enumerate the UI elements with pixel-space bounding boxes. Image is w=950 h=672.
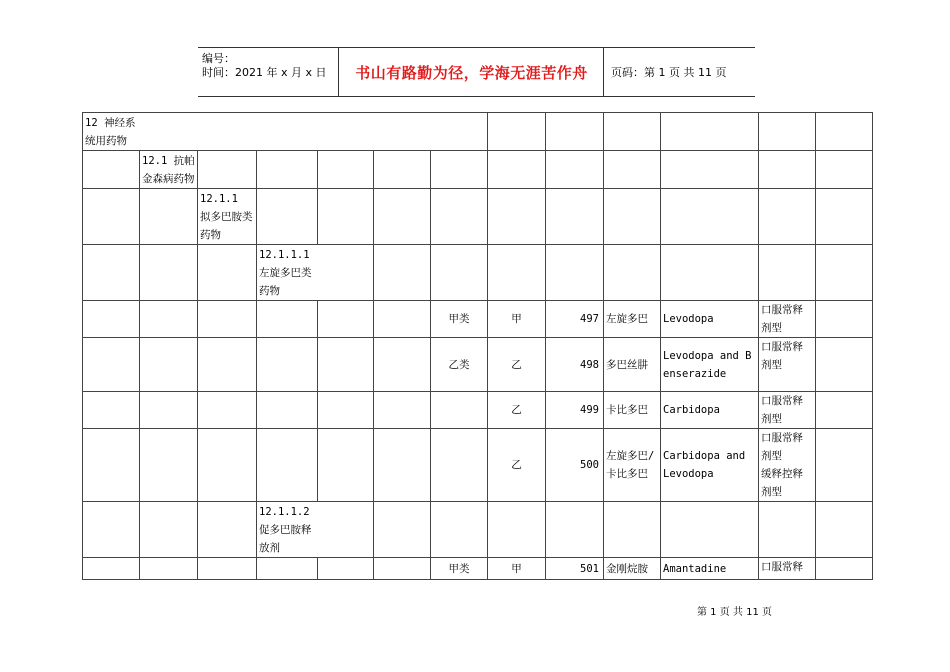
table-cell [318, 189, 374, 245]
table-cell [374, 338, 431, 392]
category-level4-cell [257, 502, 374, 558]
table-cell [257, 338, 318, 392]
table-cell [661, 245, 759, 301]
dosage-form-cell: 口服常释剂型 缓释控释剂型 [759, 429, 816, 502]
table-row [83, 245, 873, 301]
table-cell [140, 338, 198, 392]
table-cell [140, 301, 198, 338]
table-cell [816, 502, 873, 558]
drug-name-cn-cell: 左旋多巴 [604, 301, 661, 338]
header-divider [603, 48, 604, 96]
table-cell [83, 151, 140, 189]
category-level4-label: 12.1.1.1 左旋多巴类药物 [259, 249, 312, 297]
table-cell [816, 189, 873, 245]
table-cell [83, 502, 140, 558]
page-header [198, 47, 755, 97]
table-cell [198, 338, 257, 392]
table-cell [488, 502, 546, 558]
header-meta [202, 52, 327, 80]
table-cell [759, 151, 816, 189]
table-cell [431, 245, 488, 301]
drug-grade-cell: 乙 [488, 338, 546, 392]
table-cell [431, 502, 488, 558]
table-cell [488, 189, 546, 245]
category-level2-cell [140, 151, 198, 189]
table-cell [546, 113, 604, 151]
table-cell [374, 151, 431, 189]
category-level2-label: 12.1 抗帕金森病药物 [142, 155, 195, 185]
table-cell [374, 558, 431, 580]
drug-name-en-cell: Carbidopa [661, 392, 759, 429]
drug-name-en-cell: Levodopa [661, 301, 759, 338]
table-cell [816, 151, 873, 189]
table-cell [374, 245, 431, 301]
drug-name-cn-cell: 左旋多巴/卡比多巴 [604, 429, 661, 502]
drug-grade-cell: 乙 [488, 429, 546, 502]
table-cell [318, 429, 374, 502]
table-cell [318, 392, 374, 429]
table-cell [488, 113, 546, 151]
table-cell [661, 189, 759, 245]
drug-class-cell: 甲类 [431, 558, 488, 580]
table-cell [318, 338, 374, 392]
table-cell [83, 429, 140, 502]
table-cell [431, 189, 488, 245]
drug-number-cell: 499 [546, 392, 604, 429]
table-cell [140, 392, 198, 429]
table-cell [83, 245, 140, 301]
table-cell [604, 502, 661, 558]
drug-name-cn-cell: 金刚烷胺 [604, 558, 661, 580]
drug-class-cell [431, 392, 488, 429]
drug-grade-cell: 甲 [488, 558, 546, 580]
table-cell [488, 151, 546, 189]
category-level3-cell [198, 189, 257, 245]
table-cell [816, 301, 873, 338]
drug-table [82, 112, 873, 580]
table-cell [431, 151, 488, 189]
table-cell [198, 245, 257, 301]
table-cell [198, 151, 257, 189]
category-level4-label: 12.1.1.2 促多巴胺释放剂 [259, 506, 312, 554]
table-cell [816, 558, 873, 580]
drug-class-cell: 乙类 [431, 338, 488, 392]
time-label: 时间：2021 年 x 月 x 日 [202, 66, 327, 79]
table-cell [257, 558, 318, 580]
header-motto: 书山有路勤为径，学海无涯苦作舟 [355, 63, 588, 82]
table-cell [604, 245, 661, 301]
table-cell [83, 558, 140, 580]
table-cell [374, 392, 431, 429]
table-cell [257, 429, 318, 502]
drug-number-cell: 497 [546, 301, 604, 338]
table-cell [546, 151, 604, 189]
drug-name-en-cell: Amantadine [661, 558, 759, 580]
table-cell [140, 558, 198, 580]
table-cell [488, 245, 546, 301]
table-row [83, 189, 873, 245]
drug-class-cell: 甲类 [431, 301, 488, 338]
table-cell [198, 558, 257, 580]
table-row [83, 502, 873, 558]
number-label: 编号： [202, 52, 235, 65]
drug-number-cell: 500 [546, 429, 604, 502]
table-cell [198, 502, 257, 558]
table-row [83, 429, 873, 502]
dosage-form-cell: 口服常释剂型 [759, 338, 816, 392]
table-cell [604, 189, 661, 245]
table-cell [374, 429, 431, 502]
category-level1-cell [83, 113, 488, 151]
table-row [83, 392, 873, 429]
table-row [83, 301, 873, 338]
category-level4-cell [257, 245, 374, 301]
table-cell [816, 245, 873, 301]
table-cell [257, 392, 318, 429]
table-cell [816, 429, 873, 502]
page-footer: 第 1 页 共 11 页 [697, 607, 772, 618]
category-level3-label: 12.1.1 拟多巴胺类药物 [200, 193, 253, 241]
dosage-form-cell: 口服常释剂型 [759, 301, 816, 338]
table-cell [318, 301, 374, 338]
header-divider [338, 48, 339, 96]
table-cell [661, 113, 759, 151]
drug-number-cell: 498 [546, 338, 604, 392]
table-cell [759, 245, 816, 301]
table-cell [198, 301, 257, 338]
table-cell [318, 558, 374, 580]
table-cell [83, 338, 140, 392]
table-cell [140, 502, 198, 558]
table-cell [374, 189, 431, 245]
table-cell [816, 338, 873, 392]
table-cell [759, 189, 816, 245]
drug-class-cell [431, 429, 488, 502]
table-cell [546, 502, 604, 558]
table-cell [140, 245, 198, 301]
table-cell [318, 151, 374, 189]
table-cell [198, 392, 257, 429]
category-level1-label: 12 神经系统用药物 [85, 117, 136, 147]
table-cell [816, 392, 873, 429]
table-cell [257, 189, 318, 245]
drug-name-cn-cell: 多巴丝肼 [604, 338, 661, 392]
drug-grade-cell: 乙 [488, 392, 546, 429]
table-cell [604, 151, 661, 189]
table-cell [546, 245, 604, 301]
table-cell [83, 189, 140, 245]
table-row [83, 113, 873, 151]
drug-name-en-cell: Carbidopa and Levodopa [661, 429, 759, 502]
table-cell [546, 189, 604, 245]
table-cell [816, 113, 873, 151]
table-cell [661, 502, 759, 558]
table-cell [83, 392, 140, 429]
table-cell [759, 502, 816, 558]
drug-number-cell: 501 [546, 558, 604, 580]
table-cell [604, 113, 661, 151]
table-cell [140, 189, 198, 245]
drug-name-en-cell: Levodopa and Benserazide [661, 338, 759, 392]
drug-name-cn-cell: 卡比多巴 [604, 392, 661, 429]
table-row [83, 338, 873, 392]
table-cell [374, 502, 431, 558]
header-page-info: 页码：第 1 页 共 11 页 [611, 66, 727, 79]
table-cell [198, 429, 257, 502]
table-row [83, 151, 873, 189]
table-cell [374, 301, 431, 338]
dosage-form-cell: 口服常释剂型 [759, 392, 816, 429]
table-cell [83, 301, 140, 338]
table-cell [661, 151, 759, 189]
drug-grade-cell: 甲 [488, 301, 546, 338]
table-cell [257, 151, 318, 189]
table-cell [140, 429, 198, 502]
table-cell [759, 113, 816, 151]
dosage-form-cell: 口服常释 [759, 558, 816, 580]
table-cell [257, 301, 318, 338]
table-row [83, 558, 873, 580]
